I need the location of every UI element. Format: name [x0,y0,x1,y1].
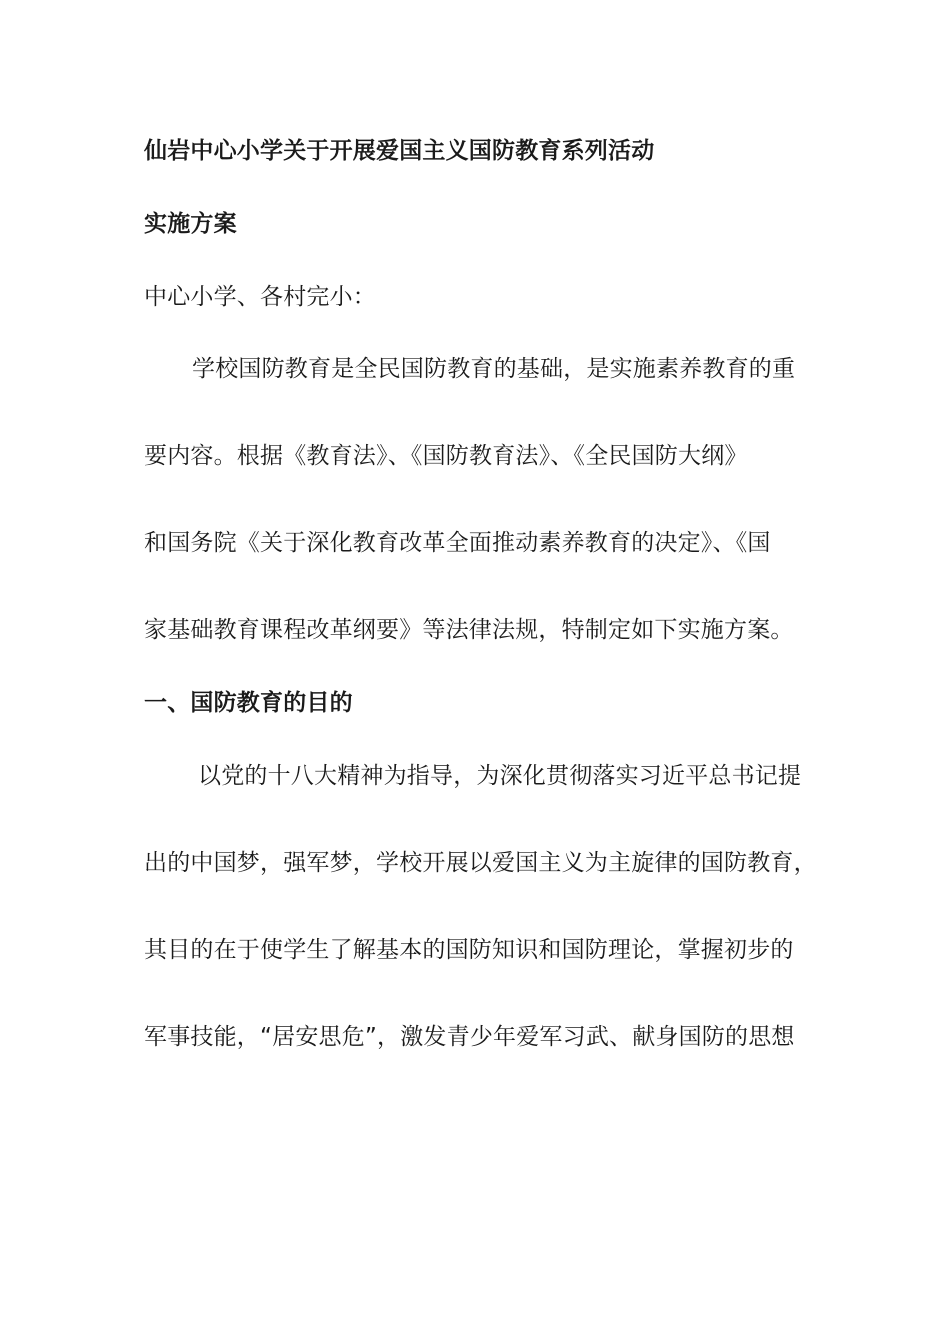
section-1-line-3: 其目的在于使学生了解基本的国防知识和国防理论，掌握初步的 [144,937,794,963]
intro-line-3: 和国务院《关于深化教育改革全面推动素养教育的决定》、《国 [144,530,771,556]
intro-line-2: 要内容。根据《教育法》、《国防教育法》、《全民国防大纲》 [144,443,748,469]
section-1-line-1: 以党的十八大精神为指导，为深化贯彻落实习近平总书记提 [198,763,802,789]
intro-line-1: 学校国防教育是全民国防教育的基础，是实施素养教育的重 [192,356,796,382]
section-1-line-4: 军事技能，“居安思危”，激发青少年爱军习武、献身国防的思想 [144,1024,795,1050]
title-line-1: 仙岩中心小学关于开展爱国主义国防教育系列活动 [144,138,655,164]
title-line-2: 实施方案 [144,211,237,237]
salutation: 中心小学、各村完小： [144,284,376,310]
section-1-heading: 一、国防教育的目的 [144,690,353,716]
intro-line-4: 家基础教育课程改革纲要》等法律法规，特制定如下实施方案。 [144,617,794,643]
section-1-line-2: 出的中国梦，强军梦，学校开展以爱国主义为主旋律的国防教育， [144,850,817,876]
